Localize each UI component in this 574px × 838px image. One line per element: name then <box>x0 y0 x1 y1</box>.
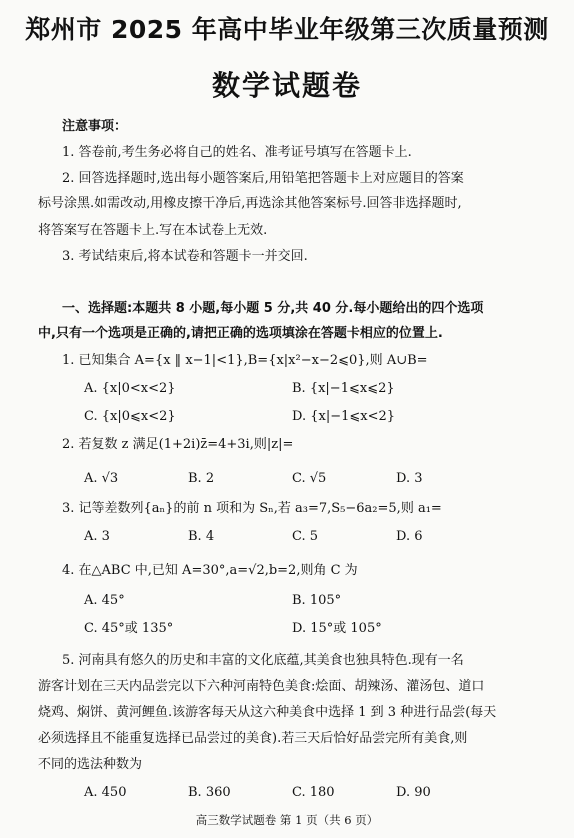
q3-option-c: C. 5 <box>292 529 319 544</box>
q1-option-a: A. {x|0<x<2} <box>84 381 176 396</box>
q5-stem-line5: 不同的选法种数为 <box>38 757 143 772</box>
q2-option-c: C. √5 <box>292 471 327 486</box>
notice-item-1: 1. 答卷前,考生务必将自己的姓名、准考证号填写在答题卡上. <box>62 145 412 160</box>
section-intro-line2: 中,只有一个选项是正确的,请把正确的选项填涂在答题卡相应的位置上. <box>38 326 443 341</box>
q1-option-d: D. {x|−1⩽x<2} <box>292 409 396 424</box>
q2-option-a: A. √3 <box>84 471 119 486</box>
q5-option-d: D. 90 <box>396 785 431 800</box>
notice-item-2-cont: 标号涂黑.如需改动,用橡皮擦干净后,再选涂其他答案标号.回答非选择题时, <box>38 196 462 211</box>
q1-option-c: C. {x|0⩽x<2} <box>84 409 176 424</box>
q2-option-b: B. 2 <box>188 471 215 486</box>
q1-option-b: B. {x|−1⩽x⩽2} <box>292 381 395 396</box>
page-footer: 高三数学试题卷 第 1 页（共 6 页） <box>195 813 379 827</box>
exam-title: 郑州市 2025 年高中毕业年级第三次质量预测 <box>25 15 549 44</box>
q2-stem: 2. 若复数 z 满足(1+2i)z̄=4+3i,则|z|= <box>62 437 294 452</box>
q5-stem-line4: 必须选择且不能重复选择已品尝过的美食).若三天后恰好品尝完所有美食,则 <box>38 731 468 746</box>
q3-option-d: D. 6 <box>396 529 423 544</box>
q5-option-c: C. 180 <box>292 785 335 800</box>
q3-option-b: B. 4 <box>188 529 215 544</box>
q4-option-d: D. 15°或 105° <box>292 621 382 636</box>
q5-option-a: A. 450 <box>84 785 127 800</box>
q3-option-a: A. 3 <box>84 529 110 544</box>
q4-option-c: C. 45°或 135° <box>84 621 174 636</box>
notice-item-2-cont2: 将答案写在答题卡上.写在本试卷上无效. <box>38 223 268 238</box>
notice-item-3: 3. 考试结束后,将本试卷和答题卡一并交回. <box>62 249 308 264</box>
q5-stem-line3: 烧鸡、焖饼、黄河鲤鱼.该游客每天从这六种美食中选择 1 到 3 种进行品尝(每天 <box>38 705 497 720</box>
q4-stem: 4. 在△ABC 中,已知 A=30°,a=√2,b=2,则角 C 为 <box>62 563 358 578</box>
notice-item-2: 2. 回答选择题时,选出每小题答案后,用铅笔把答题卡上对应题目的答案 <box>62 171 464 186</box>
exam-subtitle: 数学试题卷 <box>211 69 362 102</box>
q4-option-b: B. 105° <box>292 593 342 608</box>
q5-stem-line1: 5. 河南具有悠久的历史和丰富的文化底蕴,其美食也独具特色.现有一名 <box>62 653 464 668</box>
section-intro-line1: 一、选择题:本题共 8 小题,每小题 5 分,共 40 分.每小题给出的四个选项 <box>62 301 484 316</box>
notice-heading: 注意事项： <box>62 119 128 134</box>
q3-stem: 3. 记等差数列{aₙ}的前 n 项和为 Sₙ,若 a₃=7,S₅−6a₂=5,则 a₁= <box>62 501 442 516</box>
q2-option-d: D. 3 <box>396 471 423 486</box>
q5-option-b: B. 360 <box>188 785 231 800</box>
q4-option-a: A. 45° <box>84 593 125 608</box>
q1-stem: 1. 已知集合 A={x ‖ x−1|<1},B={x|x²−x−2⩽0},则 A∪B= <box>62 353 428 368</box>
q5-stem-line2: 游客计划在三天内品尝完以下六种河南特色美食:烩面、胡辣汤、灌汤包、道口 <box>38 679 485 694</box>
